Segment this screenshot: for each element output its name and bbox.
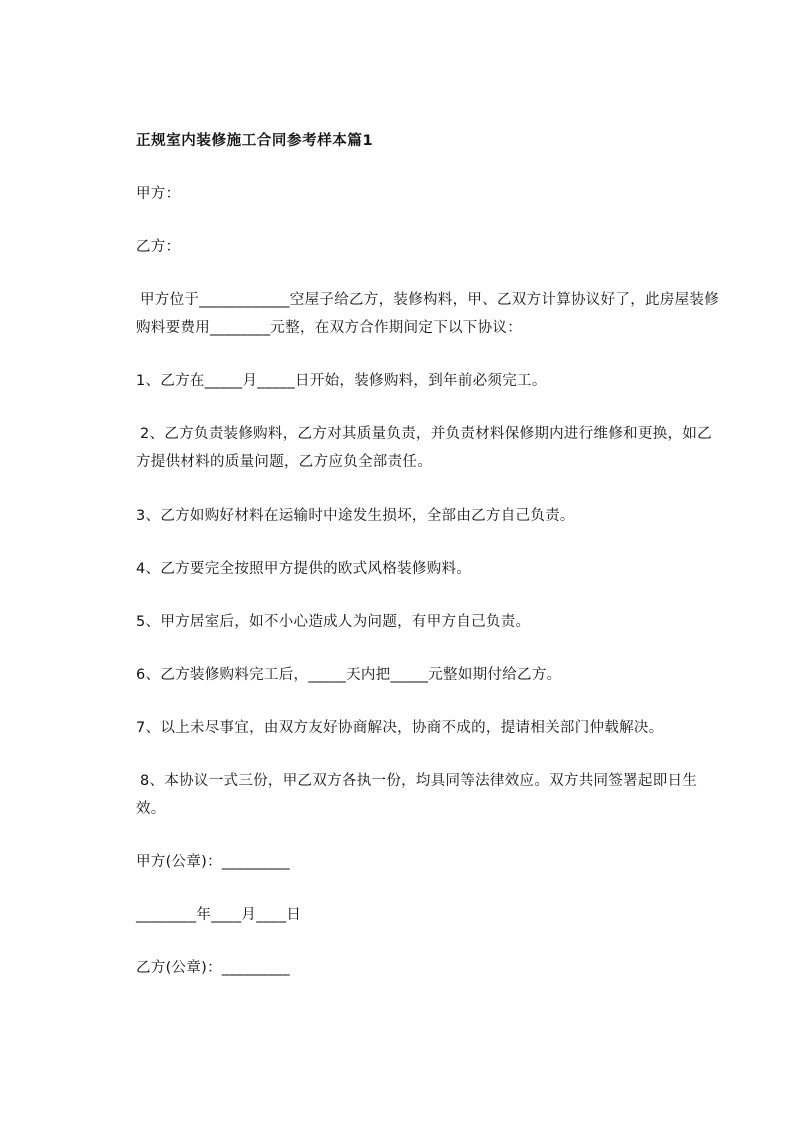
clause-4: 4、乙方要完全按照甲方提供的欧式风格装修购料。: [136, 561, 472, 577]
intro-paragraph: 甲方位于____________空屋子给乙方，装修构料，甲、乙双方计算协议好了，此房屋装修购料要费用________元整，在双方合作期间定下以下协议：: [136, 292, 719, 336]
clause-6: 6、乙方装修购料完工后，_____天内把_____元整如期付给乙方。: [136, 667, 562, 683]
party-a-label: 甲方：: [136, 186, 181, 202]
date-line: ________年____月____日: [136, 907, 302, 923]
clause-7: 7、以上未尽事宜，由双方友好协商解决，协商不成的，提请相关部门仲载解决。: [136, 720, 664, 736]
document-title: 正规室内装修施工合同参考样本篇1: [136, 133, 374, 149]
clause-2: 2、乙方负责装修购料，乙方对其质量负责，并负责材料保修期内进行维修和更换，如乙方提供材料的质量问题，乙方应负全部责任。: [136, 426, 712, 470]
clause-5: 5、甲方居室后，如不小心造成人为问题，有甲方自己负责。: [136, 614, 531, 630]
clause-8: 8、本协议一式三份，甲乙双方各执一份，均具同等法律效应。双方共同签署起即日生效。: [136, 773, 698, 817]
party-b-signature: 乙方(公章)：_________: [136, 960, 290, 976]
party-b-label: 乙方：: [136, 239, 181, 255]
party-a-signature: 甲方(公章)：_________: [136, 854, 290, 870]
clause-1: 1、乙方在_____月_____日开始，装修购料，到年前必须完工。: [136, 373, 547, 389]
clause-3: 3、乙方如购好材料在运输时中途发生损坏，全部由乙方自己负责。: [136, 508, 575, 524]
